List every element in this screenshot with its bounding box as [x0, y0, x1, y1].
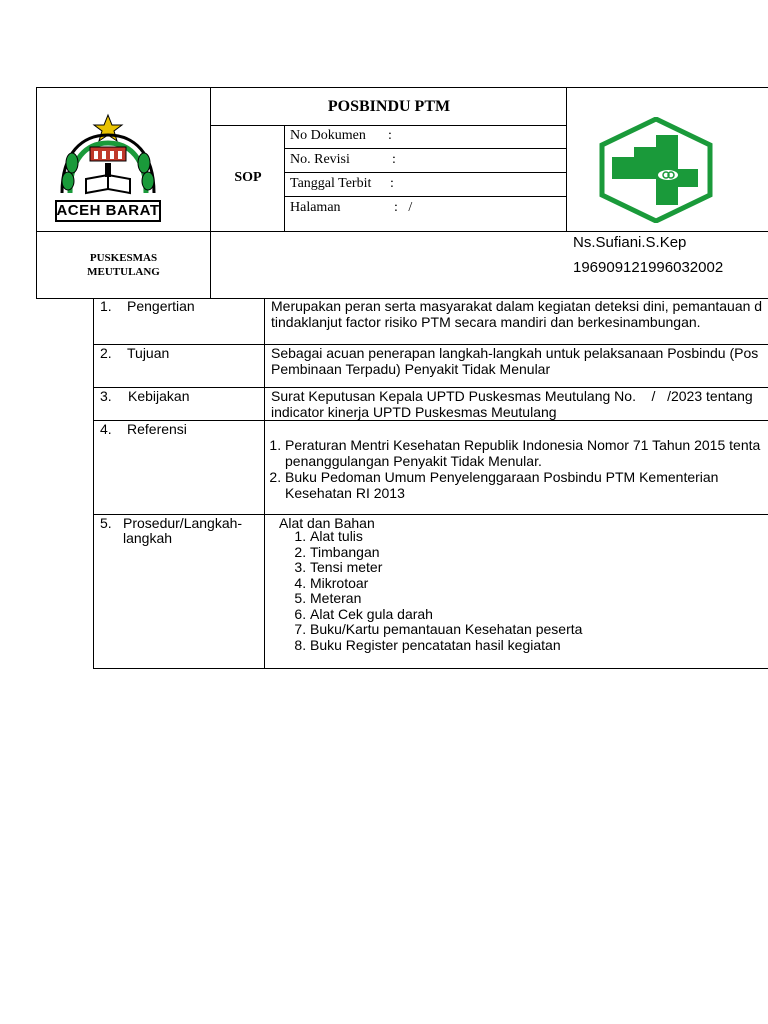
puskesmas-cross-icon	[598, 117, 714, 223]
signatory-name: Ns.Sufiani.S.Kep	[573, 234, 687, 251]
list-item: 7. Buku/Kartu pemantauan Kesehatan peserta	[310, 622, 582, 638]
row-text-line: tindaklanjut factor risiko PTM secara mandiri dan berkesinambungan.	[271, 314, 701, 330]
row-label: Referensi	[127, 421, 187, 437]
row-number: 2.	[100, 345, 112, 361]
table-row-divider	[93, 668, 768, 669]
row-label: Tujuan	[127, 345, 170, 361]
row-text-line: Pembinaan Terpadu) Penyakit Tidak Menular	[271, 361, 551, 377]
list-item: 3. Tensi meter	[310, 560, 582, 576]
row-text-line: Sebagai acuan penerapan langkah-langkah untuk pelaksanaan Posbindu (Pos	[271, 345, 759, 361]
sop-label: SOP	[234, 170, 262, 185]
list-item: 2. Timbangan	[310, 545, 582, 561]
row-text-line: Merupakan peran serta masyarakat dalam kegiatan deteksi dini, pemantauan d	[271, 298, 763, 314]
reference-line: penanggulangan Penyakit Tidak Menular.	[285, 453, 542, 469]
meta-label: Tanggal Terbit	[290, 176, 372, 191]
reference-list	[267, 437, 760, 501]
meta-label: No Dokumen	[290, 128, 366, 143]
meta-label: No. Revisi	[290, 152, 350, 167]
institution-line: PUSKESMAS	[89, 252, 158, 264]
list-item: 4. Mikrotoar	[310, 576, 582, 592]
meta-row-halaman	[290, 196, 566, 219]
meta-value: : /	[394, 200, 413, 215]
meta-value: :	[390, 176, 394, 191]
meta-row-no-dokumen	[290, 124, 566, 147]
list-item: 8. Buku Register pencatatan hasil kegiatan	[310, 638, 582, 654]
signatory-nip: 196909121996032002	[573, 259, 724, 276]
row-number: 1.	[100, 298, 112, 314]
row-text-line: indicator kinerja UPTD Puskesmas Meutulang	[271, 404, 557, 420]
row-label: Kebijakan	[128, 388, 190, 404]
meta-label: Halaman	[290, 200, 341, 215]
row-label: langkah	[123, 530, 173, 546]
institution-line: MEUTULANG	[87, 266, 160, 278]
row-label: Pengertian	[127, 298, 195, 314]
document-title: POSBINDU PTM	[327, 98, 451, 115]
table-column-divider	[264, 298, 265, 669]
tools-list	[290, 529, 582, 653]
list-item: 5. Meteran	[310, 591, 582, 607]
row-label: Prosedur/Langkah-	[123, 515, 243, 531]
aceh-barat-logo	[52, 113, 164, 225]
puskesmas-logo	[598, 117, 714, 223]
procedure-subheading: Alat dan Bahan	[279, 515, 375, 531]
list-item: 6. Alat Cek gula darah	[310, 607, 582, 623]
reference-line: Peraturan Mentri Kesehatan Republik Indonesia Nomor 71 Tahun 2015 tenta	[285, 437, 761, 453]
meta-value: :	[392, 152, 396, 167]
meta-value: :	[388, 128, 392, 143]
list-item	[285, 437, 760, 469]
meta-row-no-revisi	[290, 148, 566, 171]
reference-line: Kesehatan RI 2013	[285, 485, 405, 501]
list-item: 1. Alat tulis	[310, 529, 582, 545]
logo-text: ACEH BARAT	[56, 202, 160, 219]
row-number: 4.	[100, 421, 112, 437]
list-item	[285, 469, 760, 501]
reference-line: Buku Pedoman Umum Penyelenggaraan Posbindu PTM Kementerian	[285, 469, 719, 485]
row-number: 3.	[100, 388, 112, 404]
header-divider	[284, 125, 285, 231]
table-row-divider	[93, 420, 768, 421]
signatory-block	[573, 230, 723, 280]
institution-name	[37, 232, 210, 298]
meta-row-tanggal-terbit	[290, 172, 566, 195]
row-text-line: Surat Keputusan Kepala UPTD Puskesmas Meutulang No. / /2023 tentang	[271, 388, 753, 404]
row-number: 5.	[100, 515, 112, 531]
header-divider	[210, 87, 211, 299]
header-divider	[566, 87, 567, 231]
